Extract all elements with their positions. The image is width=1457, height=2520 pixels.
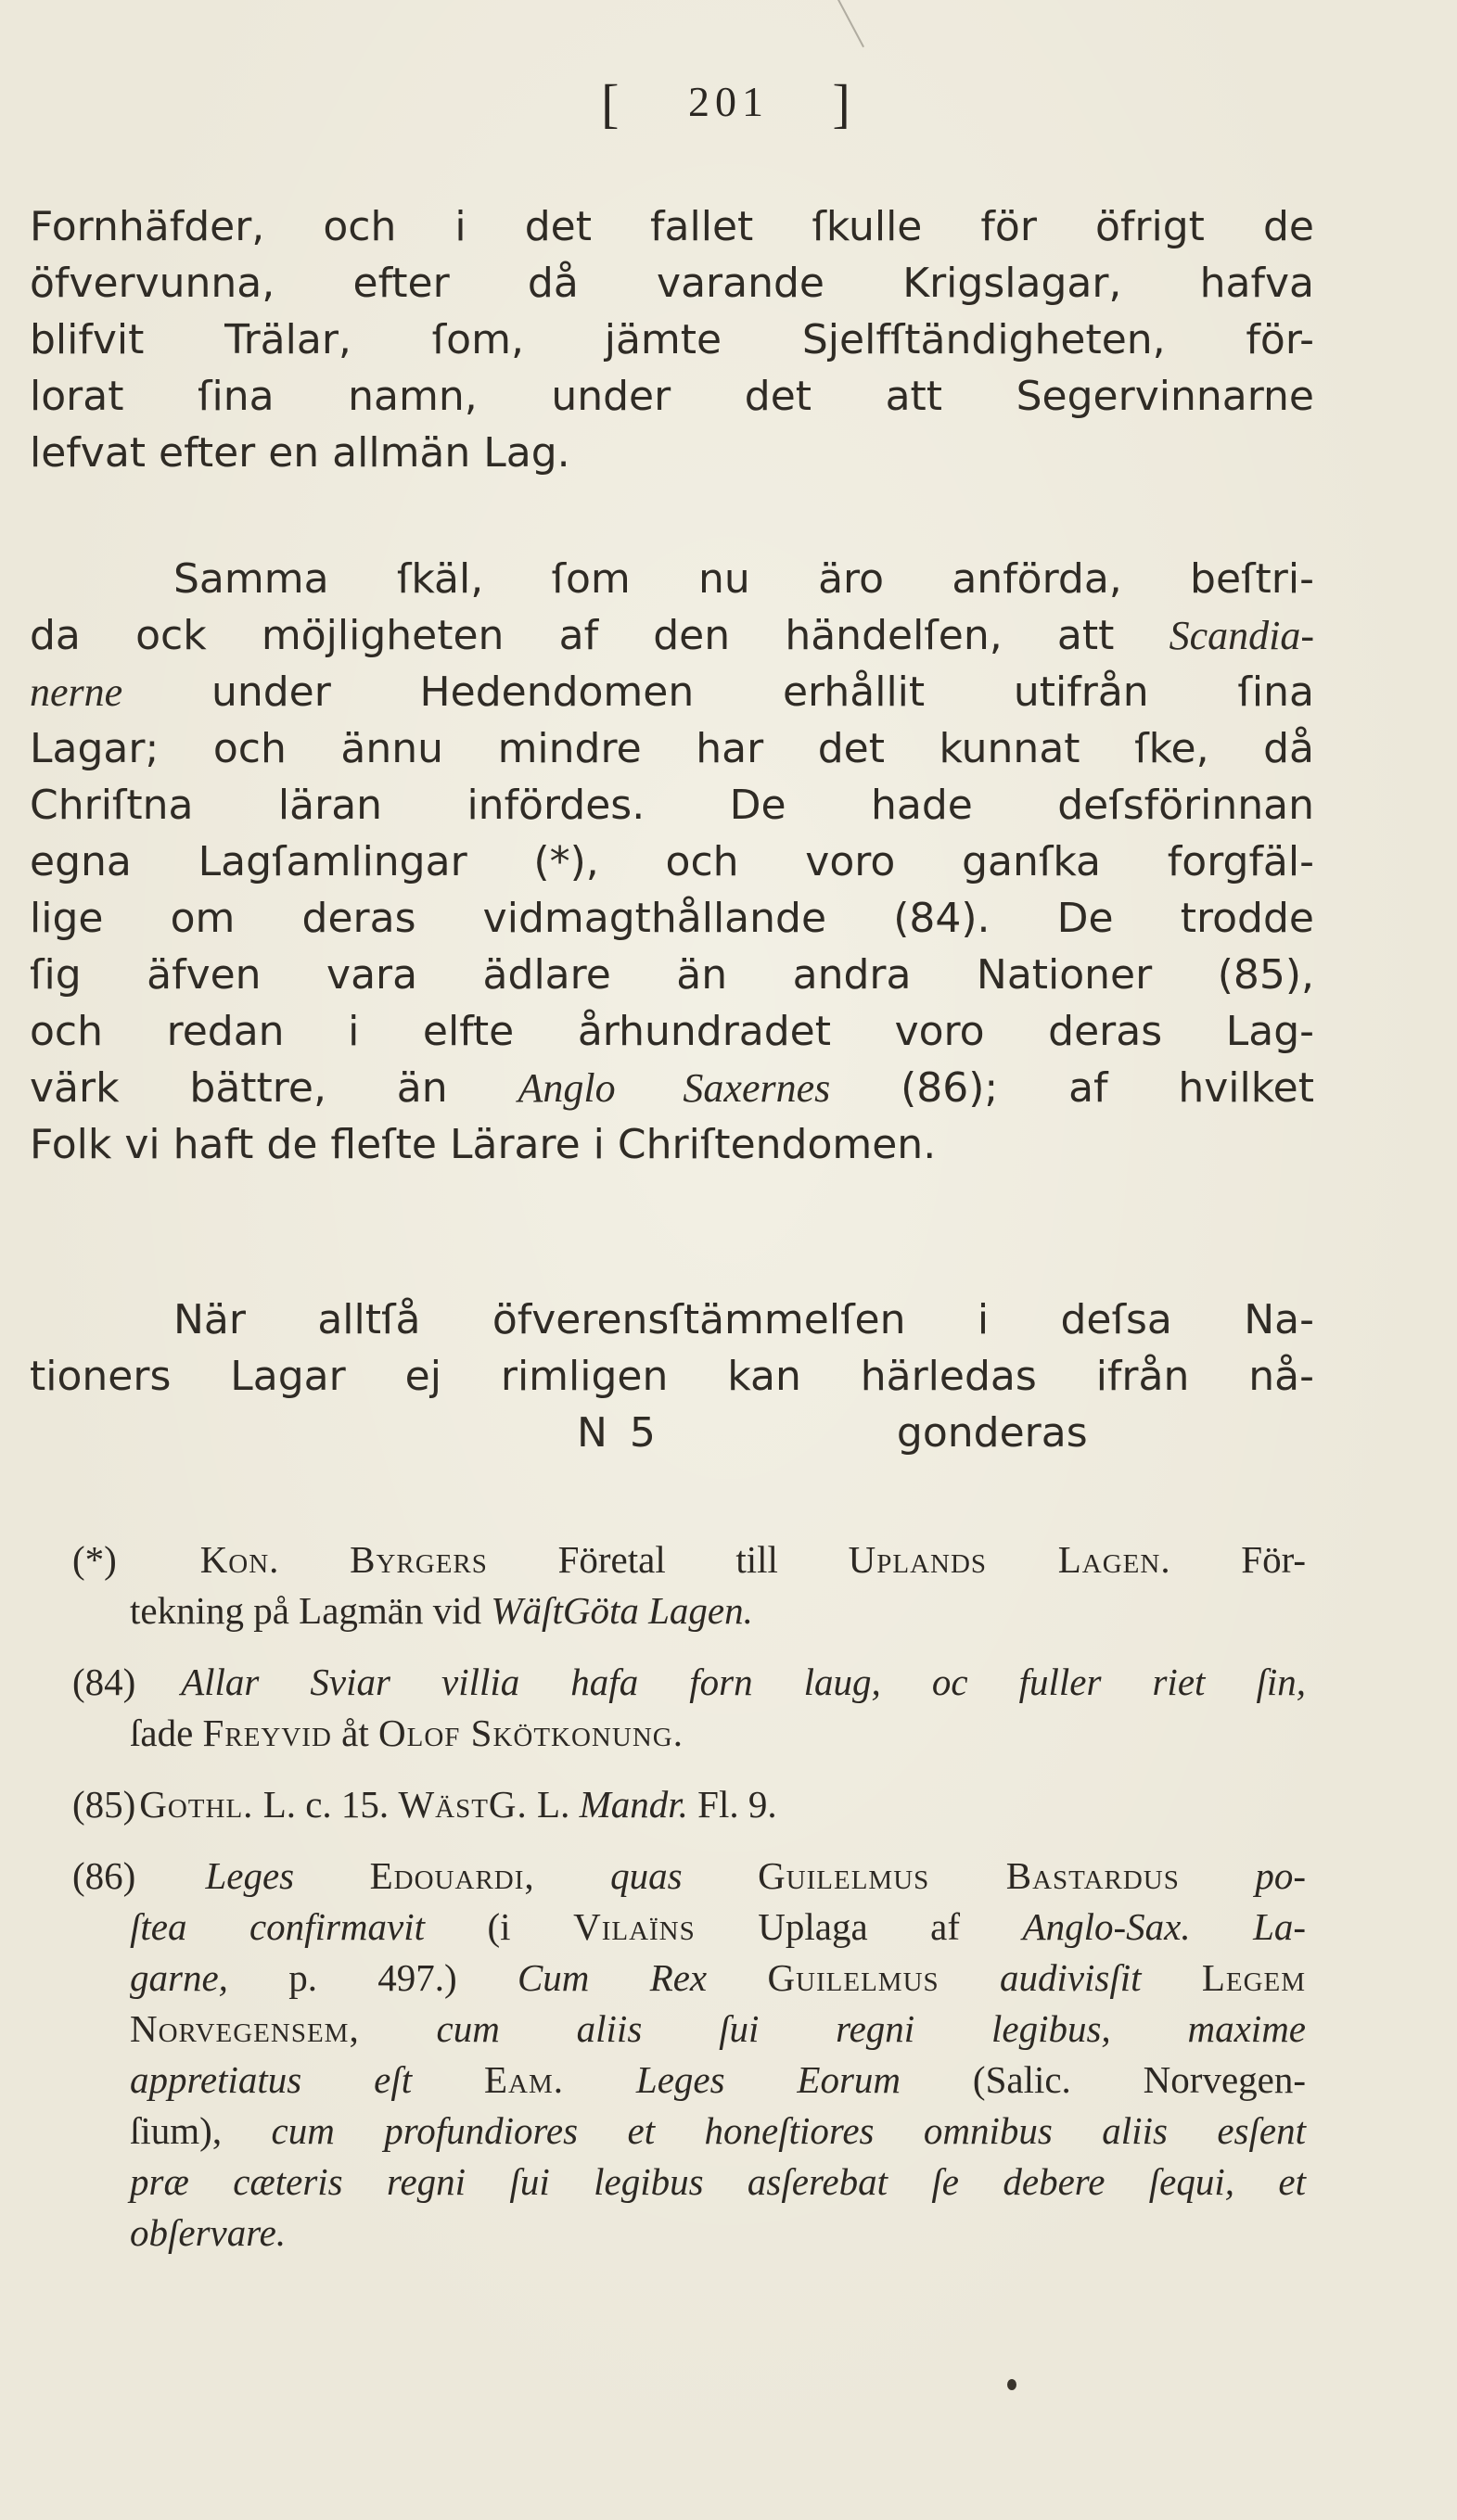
text-run: Företal till bbox=[557, 1538, 778, 1581]
text-line: Samma ſkäl, ſom nu äro anförda, beſtri- bbox=[173, 555, 1314, 603]
footnote-line bbox=[72, 1585, 1306, 1636]
text-run: (86); af hvilket bbox=[901, 1064, 1314, 1112]
italic-run: Scandia- bbox=[1169, 613, 1314, 658]
italic-run: præ cæteris regni ſui legibus asſerebat ſe debere ſequi, et bbox=[130, 2160, 1306, 2203]
text-run: Olof Skötkonung. bbox=[378, 1712, 684, 1754]
text-run: (i bbox=[487, 1905, 511, 1948]
footnote-line bbox=[72, 1779, 1306, 1830]
text-line: öfvervunna, efter då varande Krigslagar, hafva bbox=[30, 260, 1314, 307]
italic-run: Cum Rex bbox=[517, 1956, 708, 1999]
italic-run: Leges Eorum bbox=[635, 2058, 901, 2101]
text-line: lefvat efter en allmän Lag. bbox=[30, 429, 570, 477]
text-line bbox=[30, 664, 1314, 720]
ink-speck bbox=[1007, 2379, 1016, 2390]
signature-mark: N bbox=[577, 1409, 607, 1457]
text-run: p. 497.) bbox=[288, 1956, 457, 1999]
catchword: gonderas bbox=[896, 1409, 1088, 1457]
footnote-mark: (84) bbox=[72, 1661, 136, 1703]
text-line: När alltſå öfverensſtämmelſen i deſsa Na- bbox=[173, 1296, 1314, 1343]
footnote-84 bbox=[72, 1657, 1306, 1759]
text-run: Byrgers bbox=[350, 1538, 488, 1581]
footnote-mark: (*) bbox=[72, 1538, 117, 1581]
footnote-line bbox=[72, 1657, 1306, 1708]
footnote-line bbox=[72, 2208, 1306, 2259]
footnote-star bbox=[72, 1534, 1306, 1636]
paragraph-3 bbox=[30, 1292, 1314, 1461]
footnote-line bbox=[72, 2004, 1306, 2055]
text-line bbox=[30, 1060, 1314, 1116]
text-run: Freyvid bbox=[202, 1712, 332, 1754]
footnote-mark: (86) bbox=[72, 1854, 136, 1897]
italic-run: nerne bbox=[30, 669, 123, 715]
text-run: (Salic. Norvegen- bbox=[972, 2058, 1306, 2101]
text-run: under Hedendomen erhållit utifrån ſina bbox=[211, 668, 1314, 716]
text-run: Guilelmus Bastardus bbox=[758, 1854, 1180, 1897]
text-run: Edouardi, bbox=[369, 1854, 535, 1897]
paper-mark bbox=[837, 0, 864, 47]
text-line: egna Lagſamlingar (*), och voro ganſka forgfäl- bbox=[30, 838, 1314, 885]
text-run: Eam. bbox=[484, 2058, 565, 2101]
text-run: Kon. bbox=[199, 1538, 280, 1581]
text-line: lorat ſina namn, under det att Segervinnarne bbox=[30, 373, 1314, 420]
text-line: tioners Lagar ej rimligen kan härledas ifrån nå- bbox=[30, 1353, 1314, 1400]
text-run: tekning på Lagmän vid bbox=[130, 1589, 482, 1632]
text-line: ſig äfven vara ädlare än andra Nationer (85), bbox=[30, 951, 1314, 999]
text-run: Vilaïns bbox=[573, 1905, 696, 1948]
text-line: Folk vi haft de fleſte Lärare i Chriſtendomen. bbox=[30, 1121, 937, 1168]
text-run: Uplands Lagen. bbox=[848, 1538, 1171, 1581]
footnote-line bbox=[72, 2106, 1306, 2157]
italic-run: WäſtGöta Lagen. bbox=[491, 1589, 753, 1632]
footnote-line bbox=[72, 1534, 1306, 1585]
text-run: Legem bbox=[1201, 1956, 1307, 1999]
text-run: För- bbox=[1241, 1538, 1307, 1581]
bracket-open: [ bbox=[601, 73, 625, 134]
italic-run: Anglo Saxernes bbox=[518, 1065, 831, 1111]
text-line: Lagar; och ännu mindre har det kunnat ſke, då bbox=[30, 725, 1314, 772]
italic-run: po- bbox=[1255, 1854, 1307, 1897]
italic-run: Anglo-Sax. La- bbox=[1022, 1905, 1307, 1948]
text-run: åt bbox=[341, 1712, 369, 1754]
italic-run: cum aliis ſui regni legibus, maxime bbox=[436, 2007, 1306, 2050]
footnote-line bbox=[72, 1851, 1306, 1902]
bracket-close: ] bbox=[832, 73, 856, 134]
text-line: Chriſtna läran infördes. De hade deſsförinnan bbox=[30, 782, 1314, 829]
footnote-mark: (85) bbox=[72, 1783, 136, 1826]
footnote-86 bbox=[72, 1851, 1306, 2259]
text-line: blifvit Trälar, ſom, jämte Sjelfſtändigheten, för- bbox=[30, 316, 1314, 363]
text-line: och redan i elfte århundradet voro deras Lag- bbox=[30, 1008, 1314, 1055]
italic-run: ſtea confirmavit bbox=[130, 1905, 426, 1948]
italic-run: obſervare. bbox=[130, 2211, 287, 2254]
footnote-line bbox=[72, 2055, 1306, 2106]
text-run: Norvegensem, bbox=[130, 2007, 360, 2050]
text-run: L. c. 15. bbox=[262, 1783, 390, 1826]
footnotes bbox=[72, 1534, 1306, 2279]
text-run: L. bbox=[537, 1783, 570, 1826]
italic-run: quas bbox=[610, 1854, 683, 1897]
italic-run: garne, bbox=[130, 1956, 228, 1999]
text-run: Gothl. bbox=[139, 1783, 254, 1826]
footnote-line bbox=[72, 1708, 1306, 1759]
signature-number: 5 bbox=[629, 1409, 656, 1457]
text-run: da ock möjligheten af den händelſen, att bbox=[30, 612, 1115, 659]
text-run: Fl. 9. bbox=[697, 1783, 777, 1826]
italic-run: audivisſit bbox=[999, 1956, 1142, 1999]
text-line bbox=[30, 607, 1314, 664]
text-run: ſade bbox=[130, 1712, 194, 1754]
text-run: Guilelmus bbox=[767, 1956, 939, 1999]
italic-run: Mandr. bbox=[579, 1783, 688, 1826]
italic-run: cum profundiores et honeſtiores omnibus aliis esſent bbox=[271, 2109, 1306, 2152]
footnote-line bbox=[72, 2157, 1306, 2208]
page-header bbox=[0, 72, 1457, 134]
page-number: 201 bbox=[688, 78, 769, 125]
paragraph-1 bbox=[30, 198, 1314, 481]
footnote-85 bbox=[72, 1779, 1306, 1830]
italic-run: appretiatus eſt bbox=[130, 2058, 413, 2101]
text-line: Fornhäfder, och i det fallet ſkulle för öfrigt de bbox=[30, 203, 1314, 250]
italic-run: Leges bbox=[205, 1854, 295, 1897]
text-line: lige om deras vidmagthållande (84). De trodde bbox=[30, 895, 1314, 942]
footnote-line bbox=[72, 1953, 1306, 2004]
text-run: värk bättre, än bbox=[30, 1064, 448, 1112]
text-run: Uplaga af bbox=[758, 1905, 961, 1948]
italic-run: Allar Sviar villia hafa forn laug, oc fuller riet ſin, bbox=[181, 1661, 1307, 1703]
footnote-line bbox=[72, 1902, 1306, 1953]
text-run: WästG. bbox=[398, 1783, 528, 1826]
paragraph-2 bbox=[30, 551, 1314, 1173]
signature-line bbox=[30, 1405, 1314, 1461]
text-run: ſium), bbox=[130, 2109, 223, 2152]
